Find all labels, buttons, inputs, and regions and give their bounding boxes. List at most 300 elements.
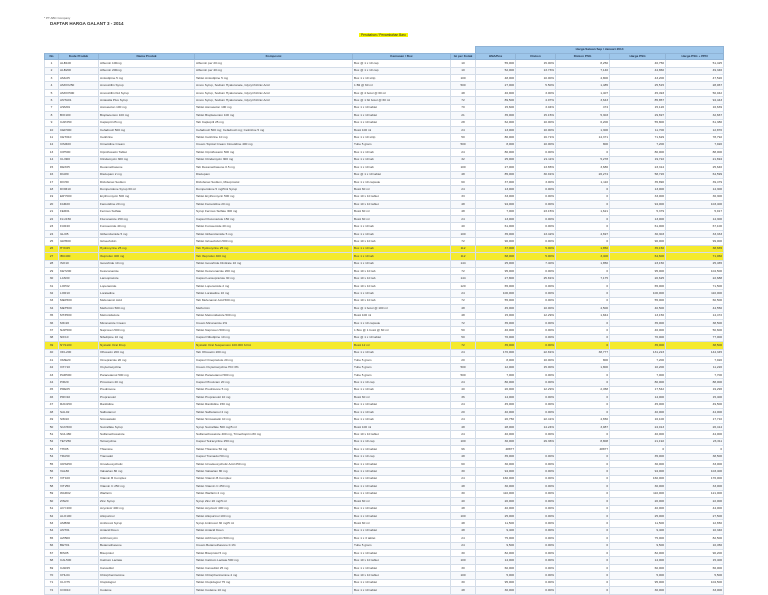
cell-harga-psg: 29,697 [610, 112, 666, 119]
cell-hna: 110,000 [476, 490, 516, 497]
cell-hna: 45,000 [476, 401, 516, 408]
cell-diskon-psg: 0 [556, 520, 610, 527]
cell-diskon: 0.00% [516, 342, 556, 349]
cell-diskon: 3.04% [516, 104, 556, 111]
cell-diskon-psg: 26,274 [556, 171, 610, 178]
cell-isi: 28 [451, 119, 476, 126]
table-row [45, 178, 724, 185]
col-diskon: Diskon [516, 53, 556, 60]
col-kemasan: Kemasan / Box [353, 53, 451, 60]
cell-isi: 36 [451, 394, 476, 401]
cell-isi: 100 [451, 572, 476, 579]
cell-hna: 160,000 [476, 475, 516, 482]
cell-no: 41 [45, 357, 59, 364]
cell-harga-psg: 5,000 [610, 572, 666, 579]
table-row [45, 542, 724, 549]
cell-harga-psg: 64,600 [610, 253, 666, 260]
cell-no: 1 [45, 60, 59, 67]
cell-isi: 24 [451, 431, 476, 438]
cell-no: 67 [45, 550, 59, 557]
cell-isi: 48 [451, 423, 476, 430]
cell-hna: 30,000 [476, 438, 516, 445]
cell-harga-ppn: 44,550 [666, 305, 724, 312]
cell-diskon: 0.00% [516, 483, 556, 490]
cell-hna: 35,000 [476, 453, 516, 460]
cell-harga-ppn: 25,646 [666, 164, 724, 171]
cell-diskon-psg: 0 [556, 512, 610, 519]
table-row [45, 208, 724, 215]
cell-komposisi: Tablet Metronidazole 500 mg [195, 312, 353, 319]
cell-harga-psg: 60,000 [610, 564, 666, 571]
cell-harga-ppn: 82,500 [666, 535, 724, 542]
cell-komposisi: Syrup Ferrous Sulfate 300 mg [195, 208, 353, 215]
cell-harga-psg: 17,542 [610, 386, 666, 393]
cell-harga-psg: 95,000 [610, 579, 666, 586]
cell-diskon-psg: 6,200 [556, 119, 610, 126]
table-row [45, 112, 724, 119]
table-row [45, 119, 724, 126]
cell-isi: 100 [451, 557, 476, 564]
cell-nama: Mefenamic Acid [99, 297, 195, 304]
price-group-header: Harga Satuan Sep / Januari 2014 [476, 47, 724, 54]
cell-harga-psg: 55,000 [610, 297, 666, 304]
cell-kemasan: Box 1 x 10 tablet [353, 564, 451, 571]
cell-no: 57 [45, 475, 59, 482]
cell-harga-ppn: 32,667 [666, 112, 724, 119]
cell-kode: SUL480 [59, 431, 99, 438]
cell-no: 31 [45, 282, 59, 289]
table-row [45, 126, 724, 133]
cell-komposisi: Tablet Erythromycin 500 mg [195, 193, 353, 200]
cell-harga-ppn: 64,599 [666, 171, 724, 178]
cell-kode: LOR10 [59, 290, 99, 297]
cell-diskon: 0.00% [516, 334, 556, 341]
cell-harga-psg: 19,722 [610, 156, 666, 163]
cell-no: 25 [45, 238, 59, 245]
table-row [45, 349, 724, 356]
cell-komposisi: Tablet Vitamin B Complex [195, 475, 353, 482]
cell-no: 69 [45, 564, 59, 571]
cell-kemasan: Box 1 x 10 tablet [353, 446, 451, 453]
cell-kode: ALB100 [59, 60, 99, 67]
cell-diskon-psg: 474 [556, 104, 610, 111]
cell-diskon: 0.00% [516, 394, 556, 401]
cell-no: 7 [45, 104, 59, 111]
cell-diskon: 0.00% [516, 527, 556, 534]
cell-diskon: 15.00% [516, 60, 556, 67]
cell-hna: 60,000 [476, 564, 516, 571]
cell-no: 42 [45, 364, 59, 371]
cell-kode: CAL500 [59, 557, 99, 564]
cell-diskon: 0.00% [516, 468, 556, 475]
cell-harga-psg: 16,100 [610, 416, 666, 423]
cell-hna: 37,000 [476, 178, 516, 185]
cell-kemasan: Box 1 x 10 cap [353, 438, 451, 445]
cell-kode: AMOX250 [59, 82, 99, 89]
table-row [45, 475, 724, 482]
cell-kemasan: Box 1 x 10 tab [353, 164, 451, 171]
cell-harga-psg: 46,750 [610, 60, 666, 67]
cell-isi: 30 [451, 550, 476, 557]
cell-nama: Bioplacenton 100 mg [99, 112, 195, 119]
cell-harga-ppn: 44,000 [666, 431, 724, 438]
cell-nama: Loratadine [99, 290, 195, 297]
table-row [45, 535, 724, 542]
cell-diskon: 10.00% [516, 141, 556, 148]
cell-no: 54 [45, 453, 59, 460]
cell-isi: 32 [451, 156, 476, 163]
cell-nama: Captopril 25 mg [99, 119, 195, 126]
cell-nama: Antacid Doen [99, 527, 195, 534]
cell-komposisi: Tablet Codeine 10 mg [195, 587, 353, 594]
cell-isi: 40 [451, 498, 476, 505]
cell-isi: 100 [451, 438, 476, 445]
cell-kemasan: Box 10 x 10 tablet [353, 201, 451, 208]
price-table [44, 46, 724, 595]
cell-diskon-psg: 0 [556, 201, 610, 208]
table-row [45, 394, 724, 401]
cell-isi: 24 [451, 379, 476, 386]
cell-hna: 30,000 [476, 460, 516, 467]
cell-diskon-psg: 0 [556, 371, 610, 378]
cell-harga-psg: 30,303 [610, 230, 666, 237]
cell-hna: 13,000 [476, 186, 516, 193]
cell-isi: 72 [451, 238, 476, 245]
cell-isi: 48 [451, 171, 476, 178]
cell-kemasan: Box 1 x 10 capsule [353, 319, 451, 326]
cell-harga-ppn: 0 [666, 446, 724, 453]
cell-hna: 30,000 [476, 483, 516, 490]
change-legend-badge: Perubahan / Penambahan Baru [361, 33, 406, 37]
cell-komposisi: Nystatin Oral Suspension 100.000 IU/ml [195, 342, 353, 349]
cell-komposisi: Tablet Azithromycin 500 mg [195, 535, 353, 542]
table-row [45, 505, 724, 512]
cell-no: 26 [45, 245, 59, 252]
cell-diskon: 0.00% [516, 535, 556, 542]
cell-isi: 70 [451, 104, 476, 111]
cell-kode: MEF500 [59, 297, 99, 304]
cell-kode: CAP250 [59, 119, 99, 126]
cell-no: 5 [45, 89, 59, 96]
table-row [45, 446, 724, 453]
cell-kemasan: Botol 100 ml [353, 312, 451, 319]
cell-diskon-psg: 0 [556, 453, 610, 460]
cell-diskon-psg: 5,303 [556, 112, 610, 119]
table-row [45, 238, 724, 245]
cell-diskon-psg: 0 [556, 498, 610, 505]
cell-harga-ppn: 7,920 [666, 357, 724, 364]
cell-nama: Prednisone [99, 386, 195, 393]
cell-diskon: 25.81% [516, 275, 556, 282]
cell-nama: Asmasolon 100 mg [99, 104, 195, 111]
cell-hna: 30,000 [476, 587, 516, 594]
cell-kemasan: Box 1 x 10 tablet [353, 505, 451, 512]
cell-diskon-psg: 0 [556, 535, 610, 542]
cell-diskon-psg: 7,175 [556, 275, 610, 282]
cell-hna: 46,000 [476, 327, 516, 334]
col-kode: Kode Produk [59, 53, 99, 60]
cell-harga-ppn: 22,000 [666, 498, 724, 505]
cell-nama: Sucralfate Syrup [99, 423, 195, 430]
cell-harga-ppn: 67,100 [666, 223, 724, 230]
cell-harga-psg: 30,000 [610, 587, 666, 594]
cell-diskon-psg: 1,110 [556, 178, 610, 185]
cell-kemasan: Box 1 x 10 tablet [353, 119, 451, 126]
cell-komposisi: Tablet Acyclovir 400 mg [195, 505, 353, 512]
cell-diskon: 15.00% [516, 364, 556, 371]
cell-komposisi: Tablet Antacid Doen [195, 527, 353, 534]
cell-kemasan: Box 1 x 10 cap [353, 453, 451, 460]
cell-no: 55 [45, 460, 59, 467]
cell-hna: 12,000 [476, 364, 516, 371]
cell-nama: Sulfamethoxazole [99, 431, 195, 438]
cell-hna: 9,400 [476, 527, 516, 534]
cell-kode: PAR500 [59, 371, 99, 378]
cell-harga-ppn: 49,346 [666, 67, 724, 74]
cell-kode: NAP500 [59, 327, 99, 334]
cell-kemasan: Box 1 x 10 tablet [353, 490, 451, 497]
table-row [45, 379, 724, 386]
table-row [45, 245, 724, 252]
cell-diskon: 0.00% [516, 371, 556, 378]
cell-no: 6 [45, 97, 59, 104]
cell-no: 9 [45, 119, 59, 126]
cell-nama: Calcium Lactate [99, 557, 195, 564]
cell-kode: ACY400 [59, 505, 99, 512]
cell-diskon-psg: 0 [556, 564, 610, 571]
cell-komposisi: Tablet Naproxen 500 mg [195, 327, 353, 334]
cell-hna: 62,000 [476, 119, 516, 126]
cell-nama: Cetirizine [99, 134, 195, 141]
cell-kemasan: Box 10 x 10 tablet [353, 572, 451, 579]
cell-nama: Vitamin B Complex [99, 475, 195, 482]
cell-hna: 48,000 [476, 75, 516, 82]
cell-harga-ppn: 33,333 [666, 230, 724, 237]
cell-no: 10 [45, 126, 59, 133]
cell-komposisi: Tab Captopril 25 mg [195, 119, 353, 126]
cell-hna: 11,500 [476, 520, 516, 527]
cell-nama: Codeine [99, 587, 195, 594]
cell-komposisi: Capsul Nifedipine 10 mg [195, 334, 353, 341]
table-row [45, 297, 724, 304]
cell-diskon-psg: 0 [556, 394, 610, 401]
cell-nama: Tetracycline [99, 438, 195, 445]
cell-harga-ppn: 49,500 [666, 401, 724, 408]
cell-diskon: 10.00% [516, 75, 556, 82]
col-diskon-psg: Diskon PSG [556, 53, 610, 60]
cell-diskon-psg: 0 [556, 297, 610, 304]
cell-diskon: 0.00% [516, 216, 556, 223]
cell-harga-ppn: 12,870 [666, 126, 724, 133]
cell-diskon: 0.00% [516, 297, 556, 304]
cell-kode: WAR02 [59, 490, 99, 497]
cell-diskon: 0.00% [516, 290, 556, 297]
cell-harga-psg: 0 [610, 446, 666, 453]
cell-nama: Domperidone Syrup 60 ml [99, 186, 195, 193]
cell-hna: 7,000 [476, 371, 516, 378]
cell-kemasan: Tube 5 gram [353, 371, 451, 378]
cell-diskon-psg: 0 [556, 282, 610, 289]
cell-harga-ppn: 15,400 [666, 394, 724, 401]
cell-kode: ZIN20 [59, 498, 99, 505]
cell-kode: THI05 [59, 446, 99, 453]
cell-isi: 24 [451, 290, 476, 297]
cell-diskon-psg: 38,777 [556, 349, 610, 356]
col-harga-ppn: Harga PSG + PPN [666, 53, 724, 60]
cell-komposisi: Tablet Warfarin 2 mg [195, 490, 353, 497]
cell-kode: ANTA01 [59, 97, 99, 104]
cell-kemasan: Box 1 x 10 tab [353, 260, 451, 267]
cell-no: 50 [45, 423, 59, 430]
cell-hna: 80,000 [476, 379, 516, 386]
cell-no: 3 [45, 75, 59, 82]
cell-nama: Antasida Plus Syrup [99, 97, 195, 104]
cell-isi: 30 [451, 564, 476, 571]
cell-nama: Famotidine 20 mg [99, 201, 195, 208]
cell-harga-ppn: 103,400 [666, 468, 724, 475]
cell-isi: 33 [451, 193, 476, 200]
cell-kemasan: Box @ 1 x 10 tablet [353, 334, 451, 341]
cell-nama: Clopidogrel [99, 579, 195, 586]
cell-diskon-psg: 14,371 [556, 134, 610, 141]
cell-isi: 72 [451, 268, 476, 275]
cell-harga-psg: 110,000 [610, 490, 666, 497]
cell-isi: 24 [451, 542, 476, 549]
cell-isi: 60 [451, 460, 476, 467]
cell-komposisi: Tablet Simvastatin 10 mg [195, 416, 353, 423]
cell-nama: Loperamide [99, 282, 195, 289]
cell-kode: VIT100 [59, 475, 99, 482]
cell-kemasan: Box @ 4 botol @ 60 ml [353, 89, 451, 96]
cell-isi: 100 [451, 75, 476, 82]
cell-hna: 37,000 [476, 245, 516, 252]
cell-no: 14 [45, 156, 59, 163]
cell-harga-psg: 14,000 [610, 557, 666, 564]
cell-harga-ppn: 10,450 [666, 542, 724, 549]
cell-komposisi: Syrup Ambroxol 30 mg/5 ml [195, 520, 353, 527]
cell-komposisi: Tab Ibuprofen 400 mg [195, 253, 353, 260]
cell-komposisi: Tablet Prednisone 5 mg [195, 386, 353, 393]
cell-kemasan: Box 10 x 10 tablet [353, 431, 451, 438]
cell-hna: 33,000 [476, 193, 516, 200]
cell-no: 43 [45, 371, 59, 378]
cell-kode: FAM20 [59, 201, 99, 208]
cell-komposisi: Albumin per 40 mg [195, 67, 353, 74]
cell-kemasan: Botol 100 ml [353, 126, 451, 133]
cell-diskon-psg: 1,485 [556, 82, 610, 89]
cell-no: 38 [45, 334, 59, 341]
cell-kode: ALB200 [59, 67, 99, 74]
cell-harga-ppn: 7,920 [666, 141, 724, 148]
cell-kemasan: Box @ 1 botol @ 100 ml [353, 305, 451, 312]
cell-hna: 82,000 [476, 550, 516, 557]
cell-kemasan: Box 10 x 10 tab [353, 297, 451, 304]
cell-kemasan: Box 10 x 10 tab [353, 238, 451, 245]
cell-hna: 170,000 [476, 349, 516, 356]
cell-harga-psg: 24,013 [610, 423, 666, 430]
cell-kode: CLO75 [59, 579, 99, 586]
cell-no: 20 [45, 201, 59, 208]
cell-kode: ASM01 [59, 104, 99, 111]
cell-diskon: 0.00% [516, 505, 556, 512]
cell-isi: 30 [451, 468, 476, 475]
cell-no: 60 [45, 498, 59, 505]
cell-kemasan: Box 1 x 10 strip [353, 75, 451, 82]
table-row [45, 512, 724, 519]
table-row [45, 587, 724, 594]
cell-no: 51 [45, 431, 59, 438]
table-row [45, 305, 724, 312]
table-row [45, 134, 724, 141]
cell-komposisi: Tablet Clopidogrel 75 mg [195, 579, 353, 586]
cell-no: 22 [45, 216, 59, 223]
cell-isi: 50 [451, 327, 476, 334]
cell-komposisi: Capsul Tramadol 50 mg [195, 453, 353, 460]
cell-kode: FUR40 [59, 223, 99, 230]
cell-nama: Bisoprolol [99, 550, 195, 557]
cell-kode: PRE05 [59, 386, 99, 393]
cell-no: 33 [45, 297, 59, 304]
cell-diskon-psg: 0 [556, 468, 610, 475]
cell-isi: 40 [451, 386, 476, 393]
cell-diskon-psg: 0 [556, 431, 610, 438]
cell-kemasan: Box 1 x 10 tablet [353, 527, 451, 534]
cell-kemasan: Box 1 x 10 cap [353, 379, 451, 386]
cell-diskon-psg: 0 [556, 527, 610, 534]
col-hna: HNA/Box [476, 53, 516, 60]
document-title: DAFTAR HARGA GALANT 3 - 2014 [50, 21, 124, 26]
cell-diskon: 0.00% [516, 319, 556, 326]
col-isi: Isi per Kotak [451, 53, 476, 60]
cell-nama: Erythromycin 500 mg [99, 193, 195, 200]
cell-diskon: 5.00% [516, 245, 556, 252]
cell-nama: Amoxicillin Syrup [99, 82, 195, 89]
cell-harga-psg: 35,890 [610, 178, 666, 185]
cell-harga-ppn: 36,300 [666, 193, 724, 200]
cell-kode: PRO10 [59, 394, 99, 401]
cell-komposisi: Cefadroxil 500 mg; Cefadroxil mg; Cetirizine 5 mg [195, 126, 353, 133]
cell-komposisi: Syrup Sucralfate 500 mg/5 ml [195, 423, 353, 430]
cell-nama: Carvedilol [99, 564, 195, 571]
cell-diskon-psg: 0 [556, 460, 610, 467]
cell-komposisi: Tablet Amlodipine 5 mg [195, 75, 353, 82]
cell-komposisi: Tablet Carvedilol 25 mg [195, 564, 353, 571]
cell-nama: Ofloxacin 200 mg [99, 349, 195, 356]
table-row [45, 327, 724, 334]
cell-no: 61 [45, 505, 59, 512]
cell-nama: Ambroxol Syrup [99, 520, 195, 527]
cell-diskon-psg: 0 [556, 587, 610, 594]
cell-kode: TET250 [59, 438, 99, 445]
cell-komposisi: Tablet Loperamide 2 mg [195, 282, 353, 289]
cell-kemasan: Box @ 1 x 10 cap [353, 60, 451, 67]
cell-nama: Ferrous Sulfate [99, 208, 195, 215]
cell-nama: Zinc Syrup [99, 498, 195, 505]
table-row [45, 468, 724, 475]
cell-diskon-psg: 8,808 [556, 438, 610, 445]
cell-hna: 55,000 [476, 297, 516, 304]
cell-komposisi: Tablet Ursodeoxycholic Acid 250 mg [195, 460, 353, 467]
cell-diskon: 0.00% [516, 550, 556, 557]
cell-harga-ppn: 104,500 [666, 268, 724, 275]
cell-kemasan: Box 1 x 10 tablet [353, 475, 451, 482]
cell-nama: Tramadol [99, 453, 195, 460]
table-row [45, 216, 724, 223]
cell-harga-ppn: 21,694 [666, 156, 724, 163]
cell-kode: DEX05 [59, 164, 99, 171]
cell-isi: 48 [451, 505, 476, 512]
cell-no: 39 [45, 342, 59, 349]
